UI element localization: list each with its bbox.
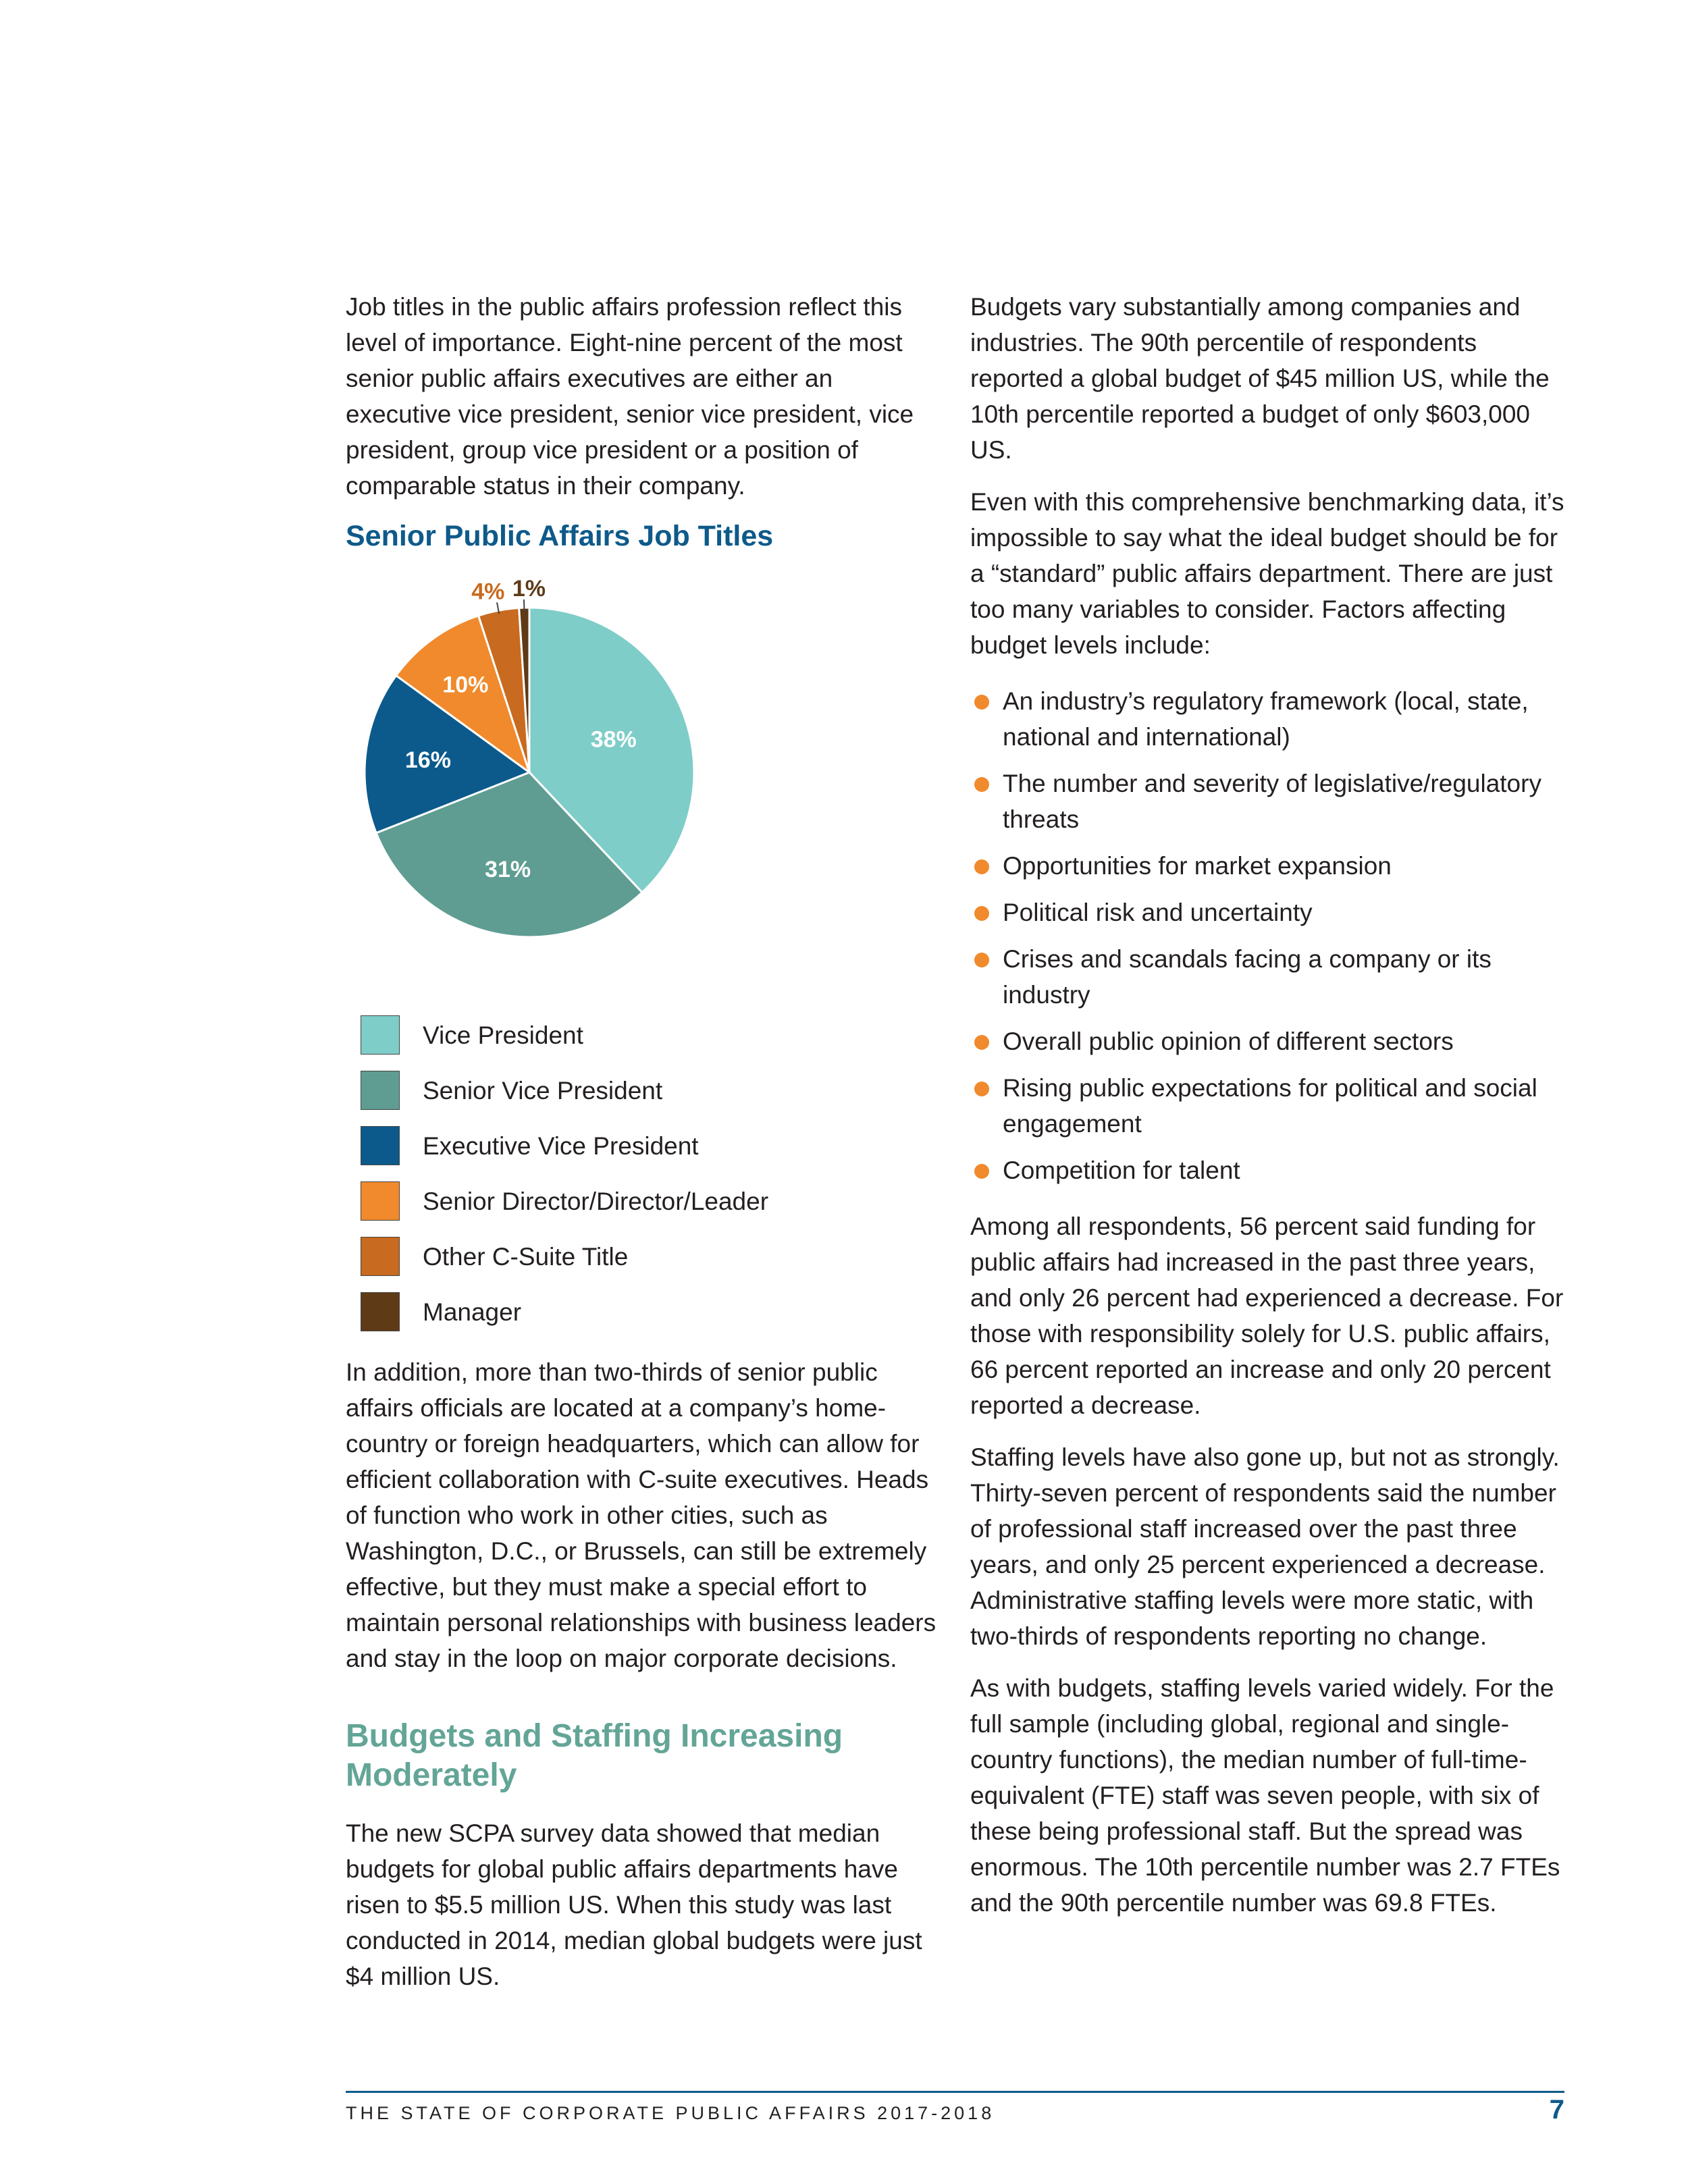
- bullet-icon: [974, 1082, 989, 1096]
- bullet-icon: [974, 1035, 989, 1050]
- footer-title: THE STATE OF CORPORATE PUBLIC AFFAIRS 2017-2018: [346, 2103, 995, 2123]
- list-item: [970, 848, 1564, 884]
- right-column: [970, 289, 1564, 1921]
- bullet-icon: [974, 777, 989, 792]
- legend-label: Other C-Suite Title: [423, 1242, 629, 1271]
- legend-swatch: [361, 1237, 400, 1276]
- list-item-text: Crises and scandals facing a company or its industry: [1003, 945, 1492, 1009]
- bullet-icon: [974, 953, 989, 967]
- list-item: [970, 683, 1564, 755]
- chart-title: Senior Public Affairs Job Titles: [346, 520, 774, 552]
- headquarters-paragraph: In addition, more than two-thirds of senior public affairs officials are located at a company’s home-country or foreign headquarters, which can allow for efficient collaboration with C-suite executives. Heads of function who work in other cities, such as Washington, D.C., or Brussels, can still be extremely effective, but they must make a special effort to maintain personal relationships with business leaders and stay in the loop on major corporate decisions.: [346, 1358, 937, 1672]
- legend-label: Manager: [423, 1298, 522, 1326]
- list-item: [970, 1023, 1564, 1059]
- legend-item: [361, 1284, 768, 1339]
- pie-chart: [346, 555, 940, 1338]
- list-item: [970, 1152, 1564, 1188]
- bullet-icon: [974, 859, 989, 874]
- funding-paragraph: Among all respondents, 56 percent said funding for public affairs had increased in the past three years, and only 26 percent had experienced a decrease. For those with responsibility solely for U.S. public affairs, 66 percent reported an increase and only 20 percent reported a decrease.: [970, 1213, 1564, 1419]
- list-item: [970, 1070, 1564, 1142]
- list-item: [970, 941, 1564, 1013]
- legend-label: Senior Vice President: [423, 1076, 663, 1104]
- bullet-icon: [974, 906, 989, 921]
- legend-swatch: [361, 1292, 400, 1331]
- bullet-icon: [974, 695, 989, 710]
- pie-chart-svg: [346, 568, 940, 987]
- legend-label: Vice President: [423, 1021, 583, 1049]
- legend-label: Senior Director/Director/Leader: [423, 1187, 769, 1215]
- budget-factors-list: [970, 683, 1564, 1188]
- pie-data-label: 4%: [471, 579, 505, 605]
- section-heading: Budgets and Staffing Increasing Moderately: [346, 1718, 843, 1793]
- legend-label: Executive Vice President: [423, 1131, 699, 1160]
- list-item-text: Rising public expectations for political and social engagement: [1003, 1074, 1537, 1138]
- legend-swatch: [361, 1015, 400, 1055]
- list-item-text: Political risk and uncertainty: [1003, 899, 1313, 926]
- legend-swatch: [361, 1181, 400, 1221]
- legend-item: [361, 1173, 768, 1229]
- list-item: [970, 766, 1564, 837]
- footer-divider: [346, 2091, 1564, 2093]
- left-column: [346, 289, 940, 1994]
- chart-legend: [361, 1007, 768, 1339]
- staffing-paragraph: Staffing levels have also gone up, but not as strongly. Thirty-seven percent of respondents said the number of professional staff increased over the past three years, and only 25 percent experienced a decrease. Administrative staffing levels were more static, with two-thirds of respondents reporting no change.: [970, 1443, 1560, 1650]
- benchmark-paragraph: Even with this comprehensive benchmarking data, it’s impossible to say what the ideal budget should be for a “standard” public affairs department. There are just too many variables to consider. Factors affecting budget levels include:: [970, 488, 1564, 659]
- legend-swatch: [361, 1126, 400, 1165]
- list-item: [970, 895, 1564, 930]
- list-item-text: An industry’s regulatory framework (local, state, national and international): [1003, 687, 1529, 751]
- list-item-text: Opportunities for market expansion: [1003, 852, 1392, 880]
- legend-item: [361, 1229, 768, 1284]
- pie-data-label: 10%: [442, 672, 489, 698]
- legend-item: [361, 1063, 768, 1118]
- pie-data-label: 1%: [512, 575, 546, 602]
- page-number: 7: [1549, 2095, 1564, 2125]
- list-item-text: Competition for talent: [1003, 1156, 1240, 1184]
- pie-leader-line: [524, 600, 525, 611]
- budget-paragraph: The new SCPA survey data showed that median budgets for global public affairs departments have risen to $5.5 million US. When this study was last conducted in 2014, median global budgets were just $4 million US.: [346, 1819, 922, 1990]
- legend-item: [361, 1118, 768, 1173]
- legend-item: [361, 1007, 768, 1063]
- legend-swatch: [361, 1071, 400, 1110]
- budget-variation-paragraph: Budgets vary substantially among companies and industries. The 90th percentile of respondents reported a global budget of $45 million US, while the 10th percentile reported a budget of only $603,000 US.: [970, 293, 1550, 464]
- list-item-text: Overall public opinion of different sectors: [1003, 1028, 1454, 1055]
- list-item-text: The number and severity of legislative/regulatory threats: [1003, 770, 1541, 833]
- bullet-icon: [974, 1164, 989, 1179]
- staffing-spread-paragraph: As with budgets, staffing levels varied widely. For the full sample (including global, regional and single-country functions), the median number of full-time-equivalent (FTE) staff was seven people, with six of these being professional staff. But the spread was enormous. The 10th percentile number was 2.7 FTEs and the 90th percentile number was 69.8 FTEs.: [970, 1674, 1560, 1917]
- intro-paragraph: Job titles in the public affairs profession reflect this level of importance. Eight-nine percent of the most senior public affairs executives are either an executive vice president, senior vice president, vice president, group vice president or a position of comparable status in their company.: [346, 293, 914, 500]
- pie-data-label: 31%: [485, 856, 531, 882]
- pie-data-label: 38%: [590, 726, 637, 753]
- pie-data-label: 16%: [404, 747, 451, 774]
